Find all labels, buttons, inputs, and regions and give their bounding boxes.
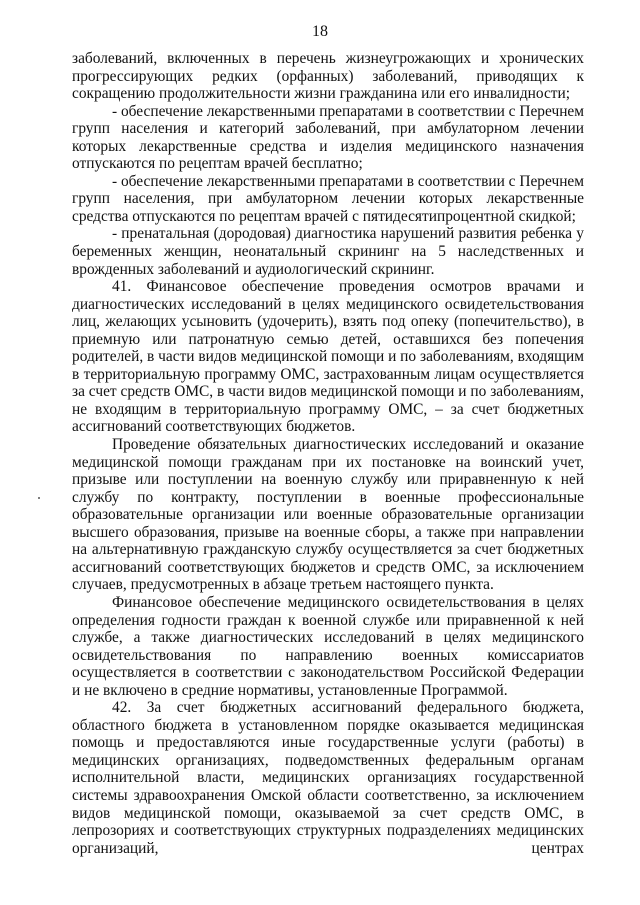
paragraph-list-item-prenatal-diagnostics: - пренатальная (дородовая) диагностика нарушений развития ребенка у беременных женщин, неонатальный скрининг на 5 наследственных и врожденных заболеваний и аудиологический скрининг. [72,225,584,278]
paragraph-military-registration: Проведение обязательных диагностических исследований и оказание медицинской помощи гражданам при их постановке на воинский учет, призыве или поступлении на военную службу или приравненную к ней службу по контракту, поступлении в военные профессиональные образовательные организации или военные образовательные организации высшего образования, призыве на военные сборы, а также при направлении на альтернативную гражданскую службу осуществляется за счет бюджетных ассигнований соответствующих бюджетов и средств ОМС, за исключением случаев, предусмотренных в абзаце третьем настоящего пункта. [72,436,584,594]
paragraph-military-examination-funding: Финансовое обеспечение медицинского освидетельствования в целях определения годности граждан к военной службе или приравненной к ней службе, а также диагностических исследований в целях медицинского освидетельствования по направлению военных комиссариатов осуществляется в соответствии с законодательством Российской Федерации и не включено в средние нормативы, установленные Программой. [72,593,584,699]
paragraph-list-item-discount-drugs: - обеспечение лекарственными препаратами в соответствии с Перечнем групп населения, при амбулаторном лечении которых лекарственные средства отпускаются по рецептам врачей с пятидесятипроцентной скидкой; [72,172,584,225]
document-body [72,50,584,857]
paragraph-clause-41: 41. Финансовое обеспечение проведения осмотров врачами и диагностических исследований в целях медицинского освидетельствования лиц, желающих усыновить (удочерить), взять под опеку (попечительство), в приемную или патронатную семью детей, оставшихся без попечения родителей, в части видов медицинской помощи и по заболеваниям, входящим в территориальную программу ОМС, застрахованным лицам осуществляется за счет средств ОМС, в части видов медицинской помощи и по заболеваниям, не входящим в территориальную программу ОМС, – за счет бюджетных ассигнований соответствующих бюджетов. [72,278,584,436]
scan-speck [38,497,40,499]
paragraph-continuation: заболеваний, включенных в перечень жизнеугрожающих и хронических прогрессирующих редких (орфанных) заболеваний, приводящих к сокращению продолжительности жизни гражданина или его инвалидности; [72,50,584,103]
page-number: 18 [312,23,328,40]
paragraph-list-item-free-drugs: - обеспечение лекарственными препаратами в соответствии с Перечнем групп населения и категорий заболеваний, при амбулаторном лечении которых лекарственные средства и изделия медицинского назначения отпускаются по рецептам врачей бесплатно; [72,102,584,173]
paragraph-clause-42: 42. За счет бюджетных ассигнований федерального бюджета, областного бюджета в установленном порядке оказывается медицинская помощь и предоставляются иные государственные услуги (работы) в медицинских организациях, подведомственных федеральным органам исполнительной власти, медицинских организациях государственной системы здравоохранения Омской области соответственно, за исключением видов медицинской помощи, оказываемой за счет средств ОМС, в лепрозориях и соответствующих структурных подразделениях медицинских организаций, центрах [72,699,584,857]
